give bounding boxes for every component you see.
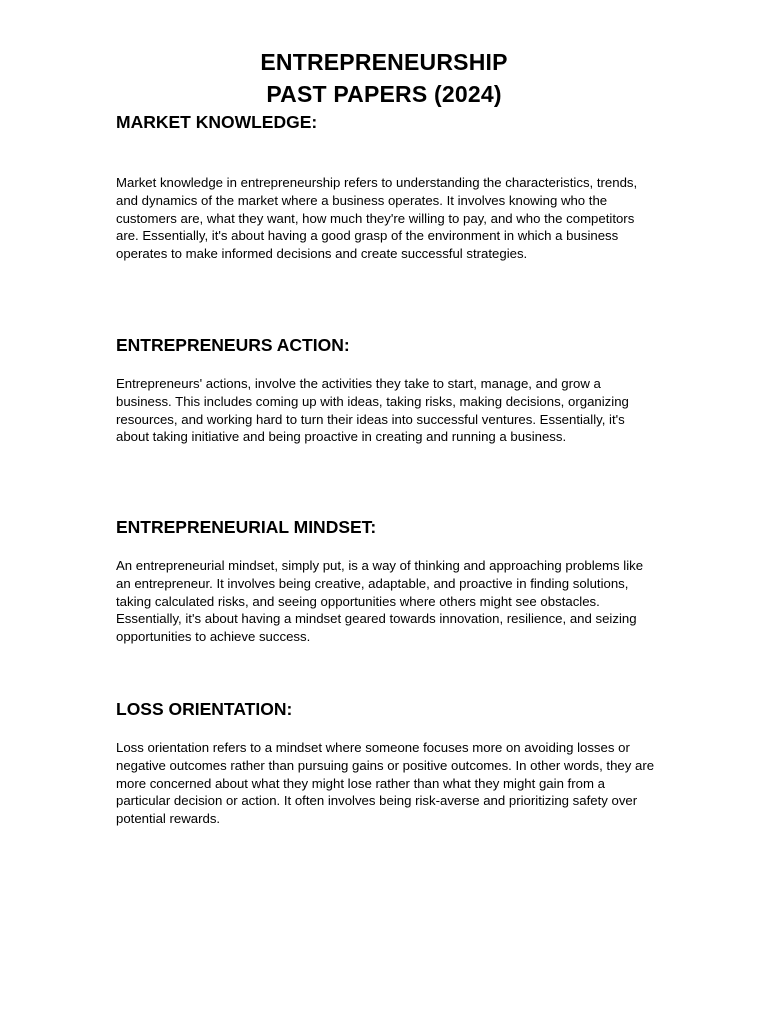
section-heading: LOSS ORIENTATION: — [116, 699, 293, 719]
title-line-1: ENTREPRENEURSHIP — [260, 49, 508, 75]
title-line-2: PAST PAPERS (2024) — [266, 81, 502, 107]
section-heading: MARKET KNOWLEDGE: — [116, 112, 318, 132]
section-body: Market knowledge in entrepreneurship refers to understanding the characteristics, trends, and dynamics of the market where a business operates. It involves knowing who the customers are, what they want, how much they're willing to pay, and who the competitors are. Essentially, it's about having a good grasp of the environment in which a business operates to make informed decisions and create successful strategies. — [116, 175, 638, 262]
section-body: An entrepreneurial mindset, simply put, is a way of thinking and approaching problems like an entrepreneur. It involves being creative, adaptable, and proactive in finding solutions, taking calculated risks, and seeing opportunities where others might see obstacles. Essentially, it's about having a mindset geared towards innovation, resilience, and seizing opportunities to achieve success. — [116, 558, 644, 645]
section-body: Loss orientation refers to a mindset where someone focuses more on avoiding losses or negative outcomes rather than pursuing gains or positive outcomes. In other words, they are more concerned about what they might lose rather than what they might gain from a particular decision or action. It often involves being risk-averse and prioritizing safety over potential rewards. — [116, 740, 655, 827]
section-heading: ENTREPRENEURS ACTION: — [116, 335, 350, 355]
section-market-knowledge — [116, 110, 656, 263]
section-heading: ENTREPRENEURIAL MINDSET: — [116, 517, 377, 537]
section-body: Entrepreneurs' actions, involve the activities they take to start, manage, and grow a business. This includes coming up with ideas, taking risks, making decisions, organizing resources, and working hard to turn their ideas into successful ventures. Essentially, it's about taking initiative and being proactive in creating and running a business. — [116, 376, 629, 445]
section-loss-orientation — [116, 697, 656, 828]
section-entrepreneurial-mindset — [116, 515, 656, 646]
section-entrepreneurs-action — [116, 333, 656, 446]
document-title — [0, 46, 768, 110]
